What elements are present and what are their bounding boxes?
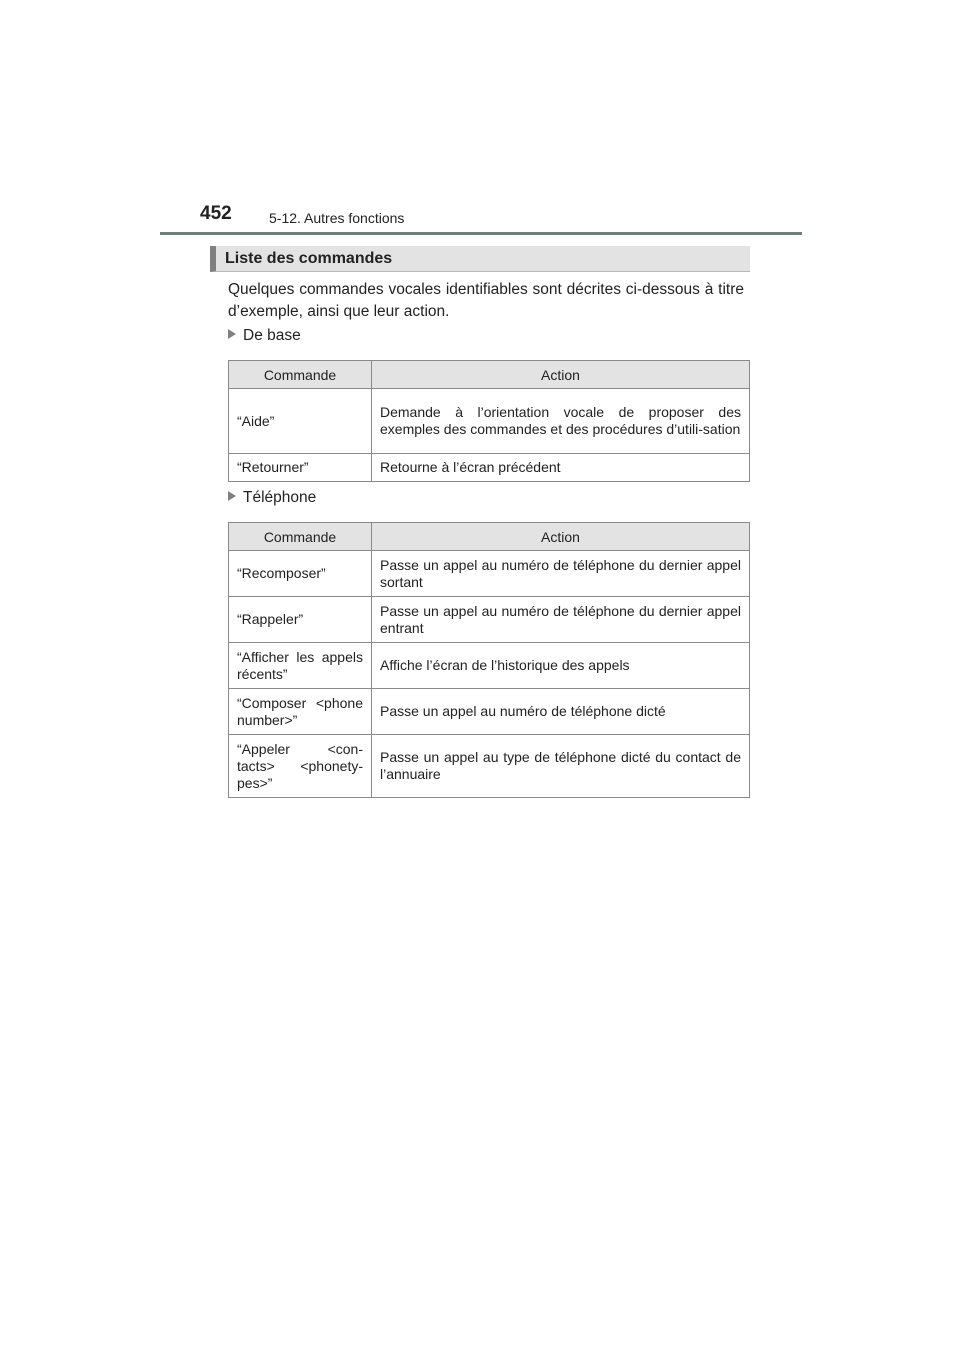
table-row <box>229 551 750 597</box>
subheading-phone-label: Téléphone <box>243 489 317 506</box>
action-cell: Passe un appel au numéro de téléphone du dernier appel entrant <box>372 597 750 643</box>
header-divider <box>160 232 802 235</box>
basic-commands-table <box>228 360 750 482</box>
triangle-bullet-icon <box>228 491 236 501</box>
action-cell: Retourne à l’écran précédent <box>372 454 750 482</box>
table-header-row <box>229 361 750 389</box>
command-cell: “Appeler <con-tacts> <phonety-pes>” <box>229 735 372 798</box>
table-row <box>229 597 750 643</box>
column-header-action: Action <box>372 523 750 551</box>
page-number: 452 <box>200 203 232 224</box>
table-row <box>229 735 750 798</box>
table-row <box>229 643 750 689</box>
column-header-action: Action <box>372 361 750 389</box>
command-cell: “Rappeler” <box>229 597 372 643</box>
command-cell: “Retourner” <box>229 454 372 482</box>
action-cell: Passe un appel au type de téléphone dicté du contact de l’annuaire <box>372 735 750 798</box>
table-row <box>229 689 750 735</box>
action-cell: Passe un appel au numéro de téléphone dicté <box>372 689 750 735</box>
subheading-phone <box>228 489 316 507</box>
phone-commands-table <box>228 522 750 798</box>
action-cell: Demande à l’orientation vocale de proposer des exemples des commandes et des procédures d’utili-sation <box>372 389 750 454</box>
command-cell: “Recomposer” <box>229 551 372 597</box>
command-cell: “Aide” <box>229 389 372 454</box>
triangle-bullet-icon <box>228 329 236 339</box>
column-header-command: Commande <box>229 523 372 551</box>
section-title: Liste des commandes <box>225 250 393 267</box>
section-title-bar <box>210 246 750 272</box>
table-row <box>229 454 750 482</box>
column-header-command: Commande <box>229 361 372 389</box>
action-cell: Passe un appel au numéro de téléphone du dernier appel sortant <box>372 551 750 597</box>
action-cell: Affiche l’écran de l’historique des appels <box>372 643 750 689</box>
command-cell: “Afficher les appels récents” <box>229 643 372 689</box>
subheading-basic-label: De base <box>243 327 301 344</box>
intro-paragraph: Quelques commandes vocales identifiables sont décrites ci-dessous à titre d’exemple, ainsi que leur action. <box>228 281 744 320</box>
table-row <box>229 389 750 454</box>
command-cell: “Composer <phone number>” <box>229 689 372 735</box>
table-header-row <box>229 523 750 551</box>
subheading-basic <box>228 327 301 345</box>
chapter-heading: 5-12. Autres fonctions <box>269 210 405 226</box>
